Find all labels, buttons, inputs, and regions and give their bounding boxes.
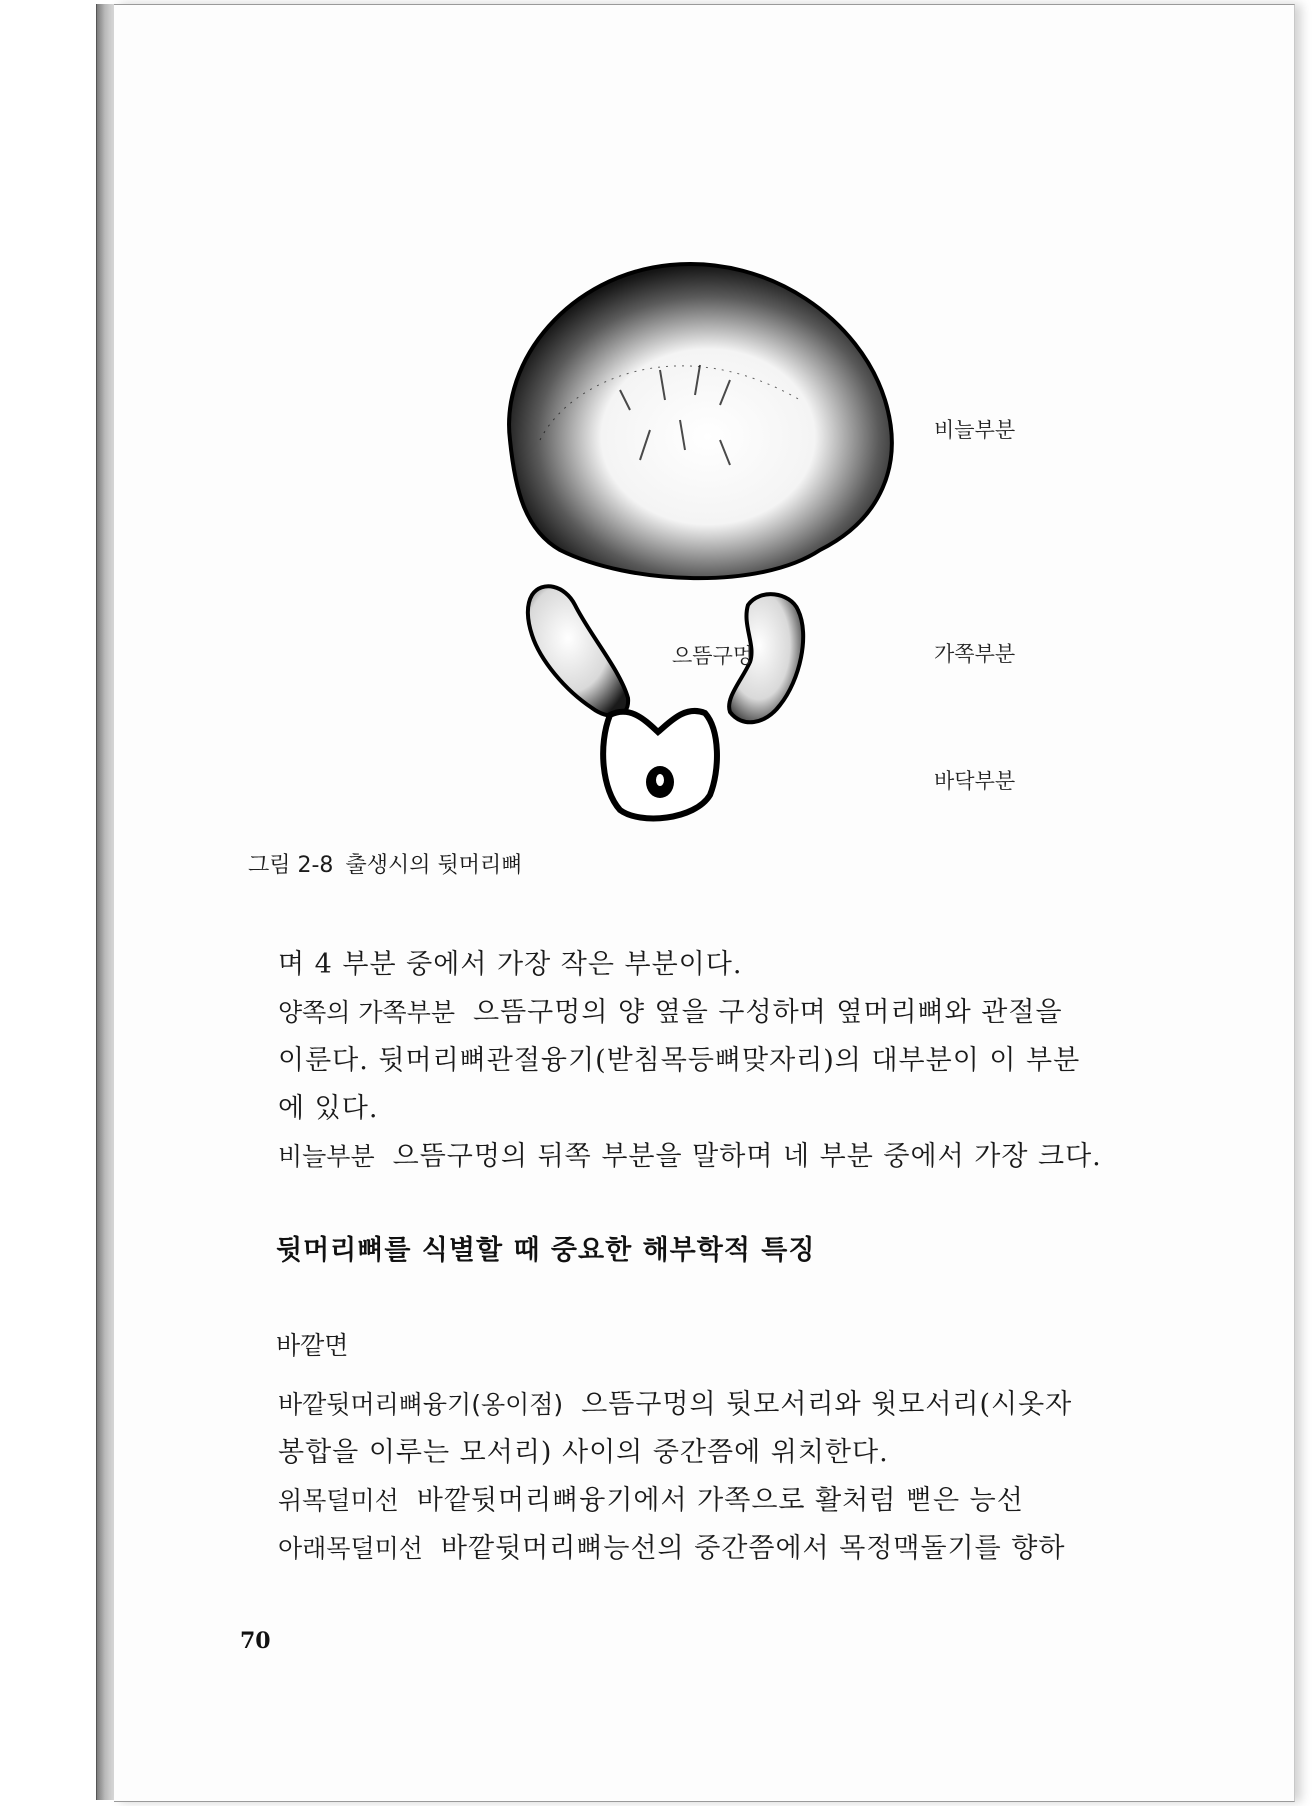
feature-text: 바깥뒷머리뼈융기에서 가쪽으로 활처럼 뻗은 능선 xyxy=(416,1485,1024,1516)
paragraph-line xyxy=(278,990,1148,1029)
feature-text: 으뜸구멍의 뒷모서리와 윗모서리(시옷자 xyxy=(581,1389,1073,1420)
paragraph-text: 이룬다. 뒷머리뼈관절융기(받침목등뼈맞자리)의 대부분이 이 부분 xyxy=(278,1045,1081,1076)
figure-caption-number: 그림 2-8 xyxy=(248,853,334,878)
paragraph-line xyxy=(278,1086,1148,1125)
paragraph-text: 에 있다. xyxy=(278,1093,379,1124)
paragraph-term: 양쪽의 가쪽부분 xyxy=(278,998,455,1027)
subheading-outer-surface: 바깥면 xyxy=(276,1331,349,1360)
label-foramen-magnum: 으뜸구멍 xyxy=(672,644,754,668)
feature-line xyxy=(278,1430,1148,1469)
label-basilar-part: 바닥부분 xyxy=(934,769,1016,793)
basilar-part-shape xyxy=(603,711,717,819)
feature-line xyxy=(278,1526,1148,1565)
left-lateral-part-shape xyxy=(528,586,628,716)
label-squamous-part: 비늘부분 xyxy=(934,418,1016,442)
label-lateral-part: 가쪽부분 xyxy=(934,642,1016,666)
page-number: 70 xyxy=(240,1628,271,1654)
occipital-bone-illustration xyxy=(480,250,920,830)
paragraph-text: 으뜸구멍의 양 옆을 구성하며 옆머리뼈와 관절을 xyxy=(473,997,1063,1028)
figure-caption-text: 출생시의 뒷머리뼈 xyxy=(345,853,523,878)
paragraph-line xyxy=(278,1134,1148,1173)
paragraph-term: 비늘부분 xyxy=(278,1142,375,1171)
feature-line xyxy=(278,1382,1148,1421)
section-heading: 뒷머리뼈를 식별할 때 중요한 해부학적 특징 xyxy=(276,1235,816,1266)
squamous-part-shape xyxy=(509,264,892,578)
feature-term: 위목덜미선 xyxy=(278,1486,399,1515)
feature-text: 바깥뒷머리뼈능선의 중간쯤에서 목정맥돌기를 향하 xyxy=(440,1533,1066,1564)
feature-term: 바깥뒷머리뼈융기(옹이점) xyxy=(278,1390,564,1419)
paragraph-text: 으뜸구멍의 뒤쪽 부분을 말하며 네 부분 중에서 가장 크다. xyxy=(392,1141,1102,1172)
paragraph-text: 며 4 부분 중에서 가장 작은 부분이다. xyxy=(278,949,743,980)
figure-caption xyxy=(248,848,522,879)
feature-text: 봉합을 이루는 모서리) 사이의 중간쯤에 위치한다. xyxy=(278,1437,889,1468)
feature-term: 아래목덜미선 xyxy=(278,1534,423,1563)
feature-line xyxy=(278,1478,1148,1517)
paragraph-line xyxy=(278,942,1148,981)
paragraph-line xyxy=(278,1038,1148,1077)
